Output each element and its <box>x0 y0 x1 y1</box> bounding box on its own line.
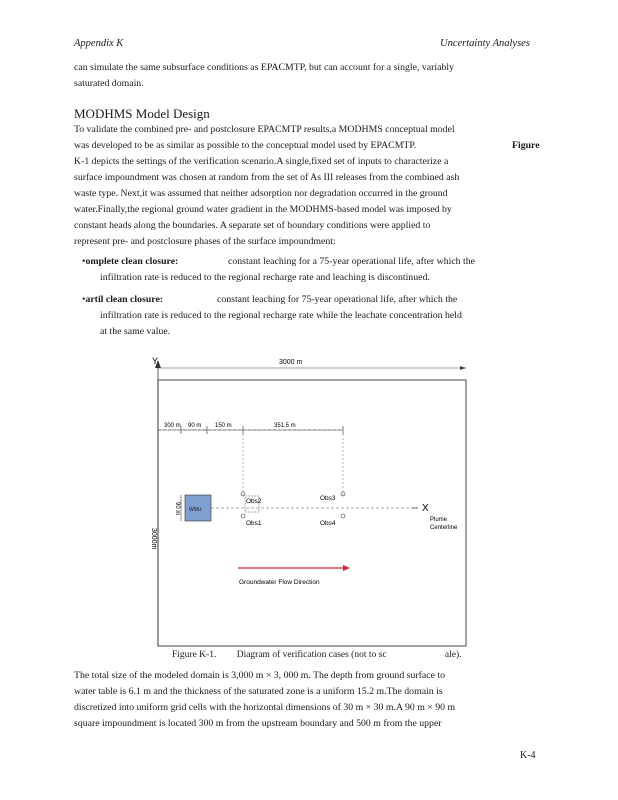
bullet-2-line1: constant leaching for 75-year operational life, after which the <box>217 294 458 305</box>
para1-line-2: was developed to be as similar as possible to the conceptual model used by EPACMTP. Figure <box>74 140 540 151</box>
obs4-well <box>341 514 345 518</box>
para2-line-1: The total size of the modeled domain is 3,000 m × 3, 000 m. The depth from ground surface to <box>74 670 446 681</box>
para1-line-8: represent pre- and postclosure phases of the surface impoundment: <box>74 236 336 247</box>
flow-label: Groundwater Flow Direction <box>239 579 320 586</box>
caption-label: Figure K-1. <box>172 650 217 660</box>
bullet-2-label: artil clean closure: <box>85 294 164 305</box>
dim-label-1: 300 m <box>164 423 181 429</box>
page-number: K-4 <box>520 750 536 761</box>
para2-line-2: water table is 6.1 m and the thickness of the saturated zone is a uniform 15.2 m.The domain is <box>74 686 443 697</box>
dim-label-3: 150 m <box>215 423 232 429</box>
x-axis-label: X <box>422 503 429 514</box>
bullet-1-line2: infiltration rate is reduced to the regional recharge rate and leaching is discontinued. <box>100 272 430 283</box>
dim-label-4: 351.5 m <box>274 423 296 429</box>
para2-line-4: square impoundment is located 300 m from the upstream boundary and 500 m from the upper <box>74 718 442 729</box>
para1-line-1: To validate the combined pre- and postclosure EPACMTP results,a MODHMS conceptual model <box>74 124 455 135</box>
intro-line-2: saturated domain. <box>74 78 144 89</box>
obs1-well <box>241 514 245 518</box>
width-label: 3000 m <box>279 359 303 366</box>
para2-line-3: discretized into uniform grid cells with the horizontal dimensions of 30 m × 30 m.A 90 m × 90 m <box>74 702 456 713</box>
height-label: 3000m <box>150 528 157 550</box>
intro-line-1: can simulate the same subsurface conditions as EPACMTP, but can account for a single, variably <box>74 62 454 73</box>
obs3-label: Obs3 <box>320 495 336 502</box>
para1-line-4: surface impoundment was chosen at random from the set of As III releases from the combined ash <box>74 172 460 183</box>
plume-label-2: Centerline <box>430 525 458 531</box>
source-dim-label: 90 m <box>174 502 180 516</box>
bullet-1-label: omplete clean closure: <box>85 256 179 267</box>
caption-text: Diagram of verification cases (not to sc <box>236 650 387 660</box>
bullet-2-line3: at the same value. <box>100 326 171 337</box>
obs4-label: Obs4 <box>320 520 336 527</box>
figure-ref: Figure <box>512 140 540 151</box>
wmu-label: WMU <box>189 507 202 513</box>
para1-line-6: water.Finally,the regional ground water gradient in the MODHMS-based model was imposed by <box>74 204 452 215</box>
y-axis-label: Y <box>152 356 159 366</box>
para1-line-7: constant heads along the boundaries. A separate set of boundary conditions were applied to <box>74 220 431 231</box>
dim-label-2: 90 m <box>188 423 202 429</box>
bullet-2: •artil clean closure: constant leaching for 75-year operational life, after which the <box>82 294 458 305</box>
flow-arrow-head <box>343 565 350 571</box>
bullet-1: •omplete clean closure: constant leaching for a 75-year operational life, after which the <box>82 256 475 267</box>
bullet-1-line1: constant leaching for a 75-year operational life, after which the <box>228 256 475 267</box>
plume-label-1: Plume <box>430 517 448 523</box>
bullet-2-line2: infiltration rate is reduced to the regional recharge rate while the leachate concentration held <box>100 310 462 321</box>
header-left: Appendix K <box>74 38 124 49</box>
figure-caption <box>172 650 462 660</box>
obs1-label: Obs1 <box>246 520 262 527</box>
para1-line-3: K-1 depicts the settings of the verification scenario.A single,fixed set of inputs to characterize a <box>74 156 449 167</box>
para1-line-5: waste type. Next,it was assumed that neither adsorption nor degradation occurred in the ground <box>74 188 448 199</box>
width-dimension-arrow <box>460 366 466 370</box>
verification-diagram <box>148 356 473 648</box>
obs2-label: Obs2 <box>246 498 262 505</box>
header-right: Uncertainty Analyses <box>440 38 530 49</box>
section-title: MODHMS Model Design <box>74 106 210 121</box>
caption-tail: ale). <box>444 650 462 660</box>
